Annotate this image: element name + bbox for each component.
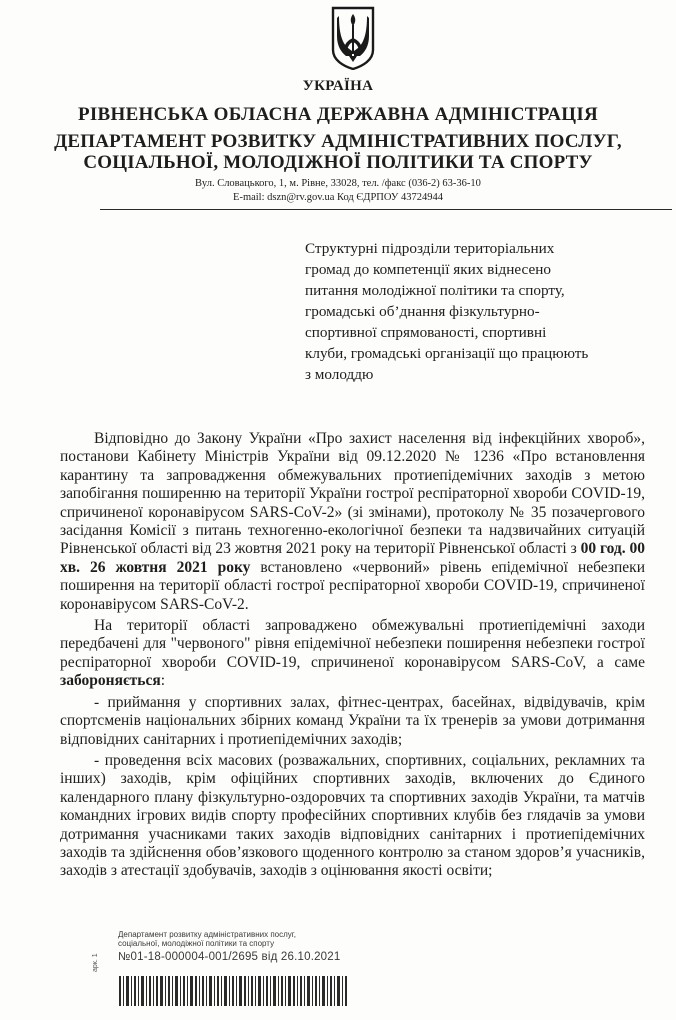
header-divider [100,209,672,210]
paragraph-text: На території області запроваджено обмежувальні протиепідемічні заходи передбачені для "червоного" рівня епідемічної небезпеки поширення небезпеки гострої респіраторної хвороби COVID-19, спричиненої коронавірусом SARS-CoV, а саме [60,617,645,671]
email-line: E-mail: dszn@rv.gov.ua Код ЄДРПОУ 43724944 [233,192,443,203]
restriction-item: - проведення всіх масових (розважальних, спортивних, соціальних, рекламних та інших) заходів, крім офіційних спортивних заходів, включених до Єдиного календарного плану фізкультурно-оздоровчих та спортивних заходів України, та матчів командних ігрових видів спорту професійних спортивних клубів без глядачів за умови дотримання учасниками таких заходів відповідних санітарних і протиепідемічних заходів та здійснення обов’язкового щоденного контролю за станом здоров’я учасників, заходів з атестації здобувачів, заходів з оцінювання якості освіти; [60,751,645,880]
restriction-item: - приймання у спортивних залах, фітнес-центрах, басейнах, відвідувачів, крім спортсменів національних збірних команд України та їх тренерів за умови дотримання відповідних санітарних і протиепідемічних заходів; [60,693,645,748]
country-heading: УКРАЇНА [302,78,374,94]
addressee-line: клуби, громадські організації що працюють [305,345,589,362]
stamp-department-line: Департамент розвитку адміністративних послуг, [118,930,296,939]
addressee-line: з молоддю [305,366,374,383]
addressee-line: спортивної спрямованості, спортивні [305,324,547,341]
paragraph-emphasis: забороняється [60,672,161,690]
addressee-line: питання молодіжної політики та спорту, [305,282,565,299]
paragraph-emphasis: 00 год. 00 хв. 26 жовтня 2021 року [60,540,646,576]
department-heading-line1: ДЕПАРТАМЕНТ РОЗВИТКУ АДМІНІСТРАТИВНИХ ПОСЛУГ, [54,131,622,152]
paragraph-text: : [160,672,166,690]
department-heading-line2: СОЦІАЛЬНОЇ, МОЛОДІЖНОЇ ПОЛІТИКИ ТА СПОРТУ [83,152,593,173]
administration-heading: РІВНЕНСЬКА ОБЛАСНА ДЕРЖАВНА АДМІНІСТРАЦІЯ [77,104,599,125]
barcode-icon [119,976,347,1006]
letter-body [60,430,645,884]
stamp-department-line: соціальної, молодіжної політики та спорту [118,939,275,948]
sheet-label: арк. 1 [92,953,99,972]
addressee-block [305,238,625,385]
paragraph-text: Відповідно до Закону України «Про захист населення від інфекційних хвороб», постанови Кабінету Міністрів України від 09.12.2020 № 1236 «Про встановлення карантину та запровадження обмежувальних протиепідемічних заходів з метою запобігання поширенню на території України гострої респіраторної хвороби COVID-19, спричиненої коронавірусом SARS-CoV-2» (зі змінами), протоколу № 35 позачергового засідання Комісії з питань техногенно-екологічної безпеки та надзвичайних ситуацій Рівненської області від 23 жовтня 2021 року на території Рівненської області з [60,430,645,558]
addressee-line: громадські об’днання фізкультурно- [305,303,540,320]
paragraph-text: встановлено «червоний» рівень епідемічної небезпеки поширення на території області гострої респіраторної хвороби COVID-19, спричиненої коронавірусом SARS-CoV-2. [60,558,645,613]
registration-stamp [118,930,378,964]
addressee-line: Структурні підрозділи територіальних [305,240,555,257]
address-line: Вул. Словацького, 1, м. Рівне, 33028, тел. /факс (036-2) 63-36-10 [195,178,481,189]
paragraph-legal-basis [60,430,645,614]
trident-emblem-icon [330,6,376,70]
addressee-line: громад до компетенції яких віднесено [305,261,551,278]
paragraph-restrictions [60,617,645,691]
registration-number: №01-18-000004-001/2695 від 26.10.2021 [118,951,341,963]
